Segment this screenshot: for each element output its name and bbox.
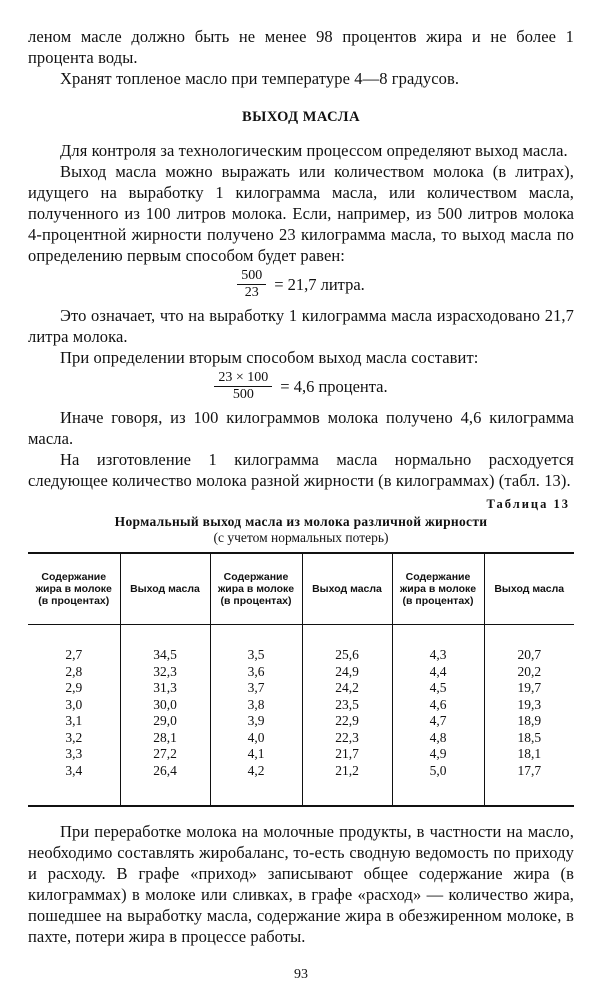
table-cell: 20,2 bbox=[517, 663, 542, 679]
table-cell: 20,7 bbox=[517, 647, 542, 662]
fraction-numerator: 500 bbox=[241, 268, 263, 283]
table-cell: 3,5 bbox=[210, 625, 302, 664]
table-title: Нормальный выход масла из молока различной жирности bbox=[114, 514, 488, 529]
formula-second-method bbox=[28, 370, 574, 403]
formula-result: = 4,6 процента. bbox=[280, 376, 388, 396]
table-cell: 4,1 bbox=[210, 746, 302, 763]
table-cell: 19,3 bbox=[517, 696, 542, 712]
table-cell: 5,0 bbox=[392, 763, 484, 807]
table-cell: 29,0 bbox=[120, 713, 210, 730]
table-cell: 22,3 bbox=[302, 730, 392, 747]
fraction bbox=[214, 370, 272, 403]
formula-first-method bbox=[28, 268, 574, 301]
table-row bbox=[28, 730, 574, 747]
table-cell: 3,4 bbox=[28, 763, 120, 807]
fraction-numerator: 23 × 100 bbox=[218, 370, 269, 385]
table-row bbox=[28, 625, 574, 664]
table-cell: 19,7 bbox=[517, 680, 542, 695]
paragraph-otherwise: Иначе говоря, из 100 килограммов молока получено 4,6 килограмма масла. bbox=[28, 408, 574, 448]
table-cell: 34,5 bbox=[120, 625, 210, 664]
table-cell: 26,4 bbox=[120, 763, 210, 807]
table-row bbox=[28, 664, 574, 681]
page-number: 93 bbox=[294, 967, 308, 982]
table-cell: 24,2 bbox=[302, 680, 392, 697]
table-cell: 21,7 bbox=[302, 746, 392, 763]
table-label: Таблица 13 bbox=[486, 497, 570, 511]
table-row bbox=[28, 763, 574, 807]
table-cell: 18,5 bbox=[517, 729, 542, 745]
paragraph-storage: Хранят топленое масло при температуре 4—8 градусов. bbox=[60, 69, 460, 88]
table-cell: 3,7 bbox=[210, 680, 302, 697]
formula-result: = 21,7 литра. bbox=[274, 274, 365, 294]
column-header: Содержание жира в молоке (в процентах) bbox=[28, 553, 120, 625]
column-header: Выход масла bbox=[302, 553, 392, 625]
table-cell: 31,3 bbox=[120, 680, 210, 697]
table-cell: 4,7 bbox=[392, 713, 484, 730]
table-cell: 2,9 bbox=[28, 680, 120, 697]
table-cell: 24,9 bbox=[302, 664, 392, 681]
table-cell: 3,0 bbox=[28, 697, 120, 714]
table-cell: 4,5 bbox=[392, 680, 484, 697]
fraction bbox=[237, 268, 266, 301]
table-cell: 3,6 bbox=[210, 664, 302, 681]
section-heading: ВЫХОД МАСЛА bbox=[241, 109, 361, 125]
table-cell: 18,1 bbox=[517, 746, 542, 761]
column-header: Выход масла bbox=[484, 553, 574, 625]
table-cell: 4,0 bbox=[210, 730, 302, 747]
table-row bbox=[28, 713, 574, 730]
table-row bbox=[28, 746, 574, 763]
table-row bbox=[28, 697, 574, 714]
paragraph-consumption: На изготовление 1 килограмма масла нормально расходуется следующее количество молока разной жирности (в килограммах) (табл. 13). bbox=[28, 450, 574, 490]
table-cell: 4,9 bbox=[392, 746, 484, 763]
table-cell: 4,3 bbox=[392, 625, 484, 664]
table-cell: 17,7 bbox=[517, 762, 542, 778]
table-cell: 2,7 bbox=[28, 625, 120, 664]
table-cell: 22,9 bbox=[302, 713, 392, 730]
column-header: Выход масла bbox=[120, 553, 210, 625]
table-cell: 30,0 bbox=[120, 697, 210, 714]
butter-yield-table bbox=[28, 552, 574, 807]
column-header: Содержание жира в молоке (в процентах) bbox=[210, 553, 302, 625]
page bbox=[28, 26, 574, 983]
table-cell: 23,5 bbox=[302, 697, 392, 714]
table-cell: 18,9 bbox=[517, 713, 542, 728]
table-cell: 4,8 bbox=[392, 730, 484, 747]
paragraph-fat-balance: При переработке молока на молочные продукты, в частности на масло, необходимо составлять жиробаланс, то-есть сводную ведомость по приходу и расходу. В графе «приход» записывают общее содержание жира (в килограммах) в молоке или сливках, в графе «расход» — количество жира, пошедшее на выработку масла, содержание жира в обезжиренном молоке, в пахте, потери жира в процессе работы. bbox=[28, 822, 574, 946]
table-cell: 2,8 bbox=[28, 664, 120, 681]
fraction-denominator: 500 bbox=[232, 387, 254, 402]
table-cell: 3,3 bbox=[28, 746, 120, 763]
column-header: Содержание жира в молоке (в процентах) bbox=[392, 553, 484, 625]
table-cell: 32,3 bbox=[120, 664, 210, 681]
paragraph-control: Для контроля за технологическим процессом определяют выход масла. bbox=[60, 141, 568, 160]
paragraph-meaning: Это означает, что на выработку 1 килограмма масла израсходовано 21,7 литра молока. bbox=[28, 306, 574, 346]
fraction-denominator: 23 bbox=[244, 285, 259, 300]
table-cell: 4,2 bbox=[210, 763, 302, 807]
table-cell: 4,4 bbox=[392, 664, 484, 681]
table-subtitle: (с учетом нормальных потерь) bbox=[213, 530, 389, 545]
table-cell: 27,2 bbox=[120, 746, 210, 763]
table-cell: 3,2 bbox=[28, 730, 120, 747]
table-row bbox=[28, 680, 574, 697]
paragraph-continued: леном масле должно быть не менее 98 процентов жира и не более 1 процента воды. bbox=[28, 27, 574, 67]
table-cell: 3,8 bbox=[210, 697, 302, 714]
table-cell: 21,2 bbox=[302, 763, 392, 807]
table-cell: 28,1 bbox=[120, 730, 210, 747]
table-cell: 3,9 bbox=[210, 713, 302, 730]
table-cell: 25,6 bbox=[302, 625, 392, 664]
paragraph-yield-methods: Выход масла можно выражать или количеством молока (в литрах), идущего на выработку 1 килограмма масла, или количеством масла, полученного из 100 литров молока. Если, например, из 500 литров молока 4-процентной жирности получено 23 килограмма масла, то выход масла по определению первым способом будет равен: bbox=[28, 162, 574, 265]
paragraph-second-method: При определении вторым способом выход масла составит: bbox=[60, 348, 479, 367]
table-cell: 4,6 bbox=[392, 697, 484, 714]
table-cell: 3,1 bbox=[28, 713, 120, 730]
